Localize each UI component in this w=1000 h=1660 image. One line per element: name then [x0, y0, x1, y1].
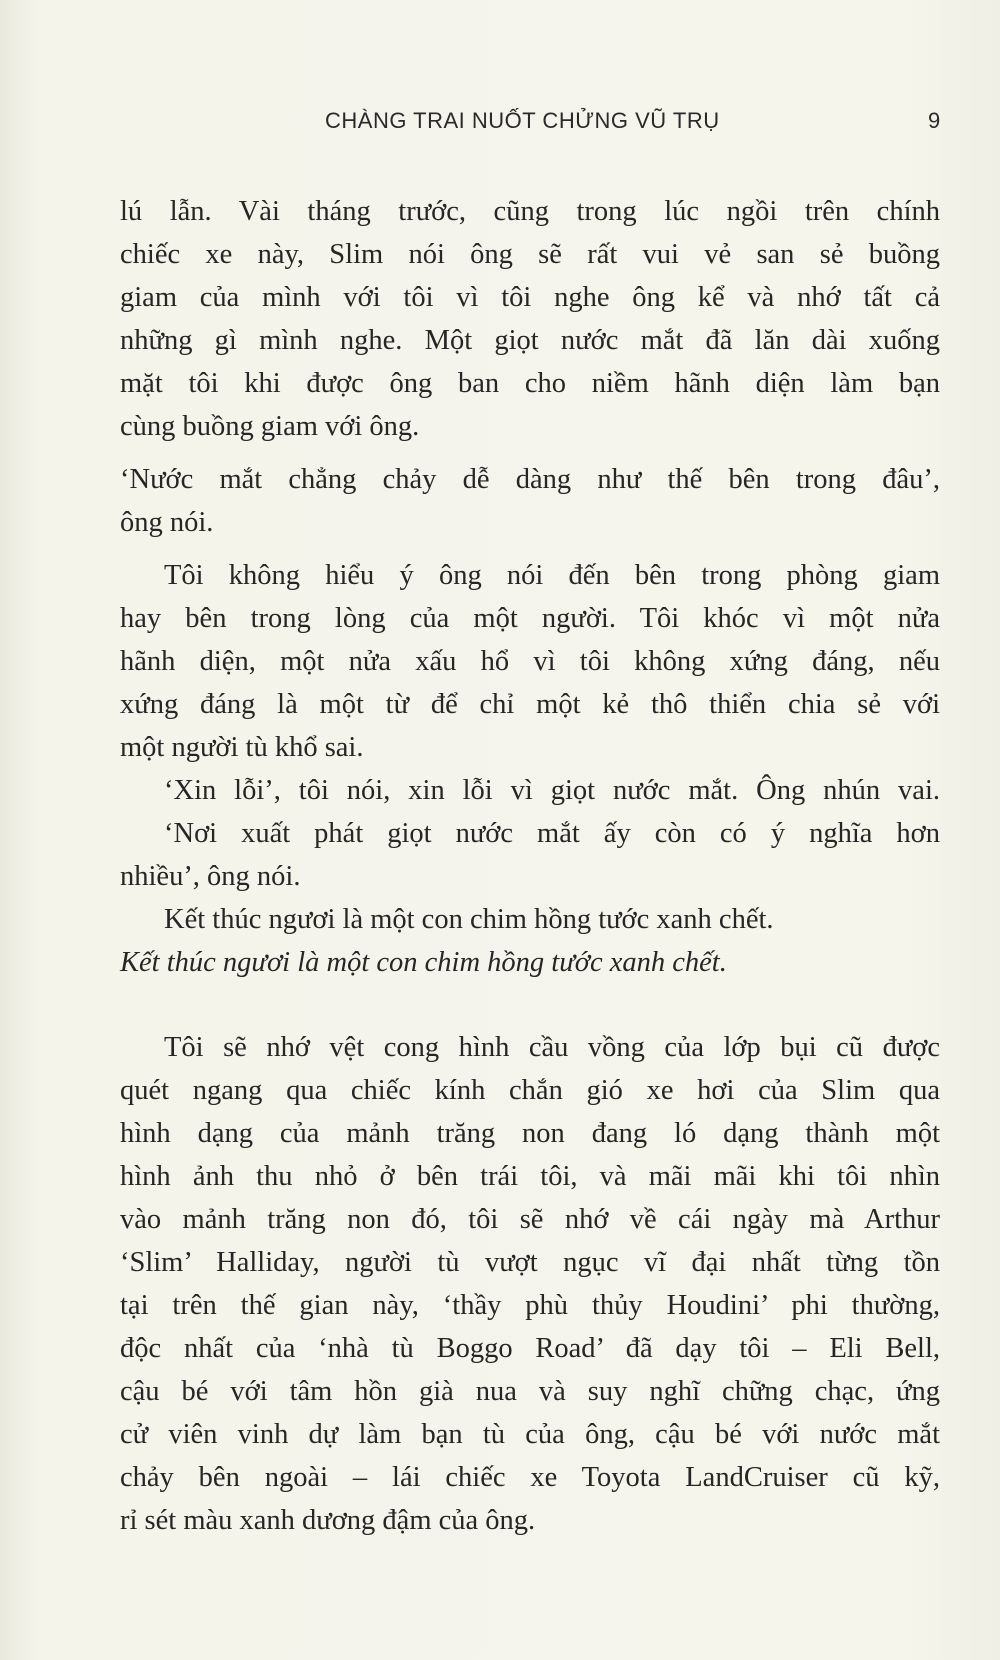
page-number: 9 — [928, 108, 941, 133]
text-line: ‘Xin lỗi’, tôi nói, xin lỗi vì giọt nước mắt. Ông nhún vai. — [164, 775, 940, 806]
text-line: xứng đáng là một từ để chỉ một kẻ thô thiển chia sẻ với — [120, 689, 940, 720]
text-line: rỉ sét màu xanh dương đậm của ông. — [120, 1505, 536, 1536]
paragraph-3 — [120, 554, 940, 769]
text-line: ‘Nơi xuất phát giọt nước mắt ấy còn có ý nghĩa hơn — [164, 818, 940, 849]
text-line: hình ảnh thu nhỏ ở bên trái tôi, và mãi mãi khi tôi nhìn — [120, 1161, 940, 1192]
text-line: chiếc xe này, Slim nói ông sẽ rất vui vẻ san sẻ buồng — [120, 239, 940, 270]
text-line: mặt tôi khi được ông ban cho niềm hãnh diện làm bạn — [120, 368, 940, 399]
paragraph-7 — [120, 1026, 940, 1542]
text-line: giam của mình với tôi vì tôi nghe ông kể và nhớ tất cả — [120, 282, 940, 313]
running-title: CHÀNG TRAI NUỐT CHỬNG VŨ TRỤ — [325, 108, 720, 133]
text-line: ông nói. — [120, 507, 214, 538]
paragraph-2 — [120, 458, 940, 544]
text-line: hình dạng của mảnh trăng non đang ló dạng thành một — [120, 1118, 940, 1149]
paragraph-1 — [120, 190, 940, 448]
text-line: vào mảnh trăng non đó, tôi sẽ nhớ về cái ngày mà Arthur — [120, 1204, 940, 1235]
text-line: tại trên thế gian này, ‘thầy phù thủy Houdini’ phi thường, — [120, 1290, 940, 1321]
text-line: cậu bé với tâm hồn già nua và suy nghĩ chững chạc, ứng — [120, 1376, 940, 1407]
text-line: cử viên vinh dự làm bạn tù của ông, cậu bé với nước mắt — [120, 1419, 940, 1450]
paragraph-gap — [120, 544, 940, 554]
text-line: hay bên trong lòng của một người. Tôi khóc vì một nửa — [120, 603, 940, 634]
paragraph-6 — [120, 898, 940, 984]
paragraph-4 — [120, 769, 940, 812]
text-line: chảy bên ngoài – lái chiếc xe Toyota LandCruiser cũ kỹ, — [120, 1462, 940, 1493]
text-line: Tôi không hiểu ý ông nói đến bên trong phòng giam — [164, 560, 940, 591]
text-line: ‘Slim’ Halliday, người tù vượt ngục vĩ đại nhất từng tồn — [120, 1247, 940, 1278]
text-line: những gì mình nghe. Một giọt nước mắt đã lăn dài xuống — [120, 325, 940, 356]
text-line: một người tù khổ sai. — [120, 732, 364, 763]
section-gap — [120, 984, 940, 1026]
text-line: quét ngang qua chiếc kính chắn gió xe hơi của Slim qua — [120, 1075, 940, 1106]
paragraph-5 — [120, 812, 940, 898]
text-line: độc nhất của ‘nhà tù Boggo Road’ đã dạy tôi – Eli Bell, — [120, 1333, 940, 1364]
text-line: Tôi sẽ nhớ vệt cong hình cầu vồng của lớp bụi cũ được — [164, 1032, 940, 1063]
body-text — [120, 190, 940, 1542]
text-line: cùng buồng giam với ông. — [120, 411, 420, 442]
text-line: hãnh diện, một nửa xấu hổ vì tôi không xứng đáng, nếu — [120, 646, 940, 677]
paragraph-gap — [120, 448, 940, 458]
text-line: Kết thúc ngươi là một con chim hồng tước xanh chết. — [164, 904, 774, 935]
text-line: nhiều’, ông nói. — [120, 861, 301, 892]
text-line: lú lẫn. Vài tháng trước, cũng trong lúc ngồi trên chính — [120, 196, 940, 227]
text-line: ‘Nước mắt chẳng chảy dễ dàng như thế bên trong đâu’, — [120, 464, 940, 495]
italic-line: Kết thúc ngươi là một con chim hồng tước xanh chết. — [120, 947, 727, 978]
running-header — [0, 108, 1000, 138]
